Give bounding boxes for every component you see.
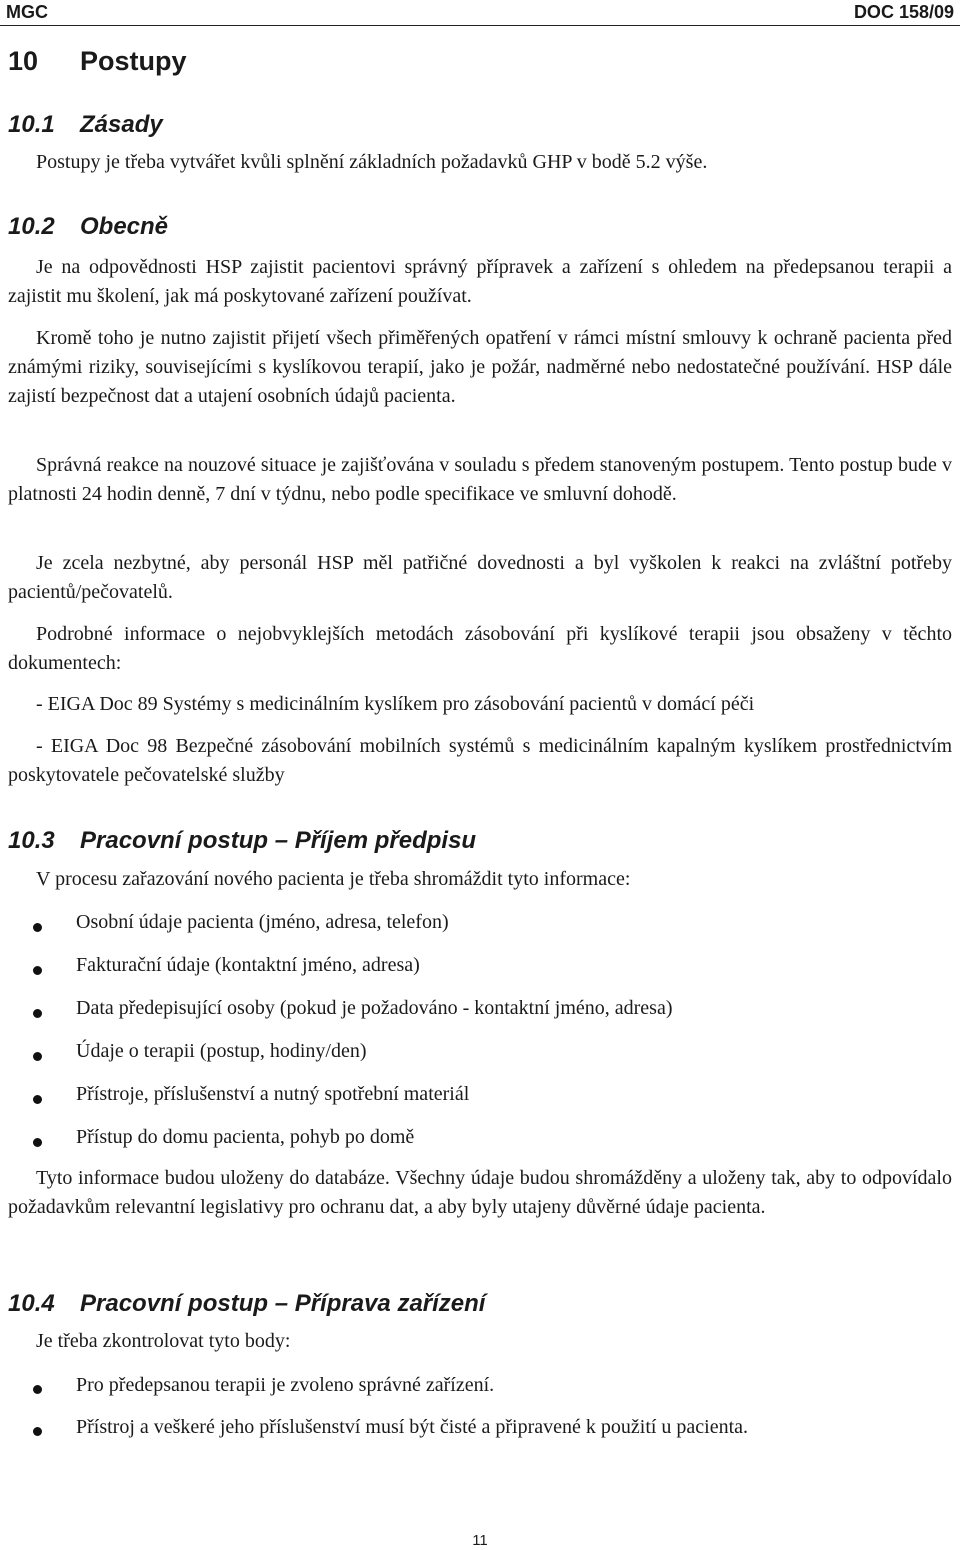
section-number: 10.2 xyxy=(8,213,55,240)
equipment-check-list xyxy=(0,1369,960,1453)
list-item xyxy=(0,906,960,949)
section-10-1-text: Postupy je třeba vytvářet kvůli splnění základních požadavků GHP v bodě 5.2 výše. xyxy=(36,151,708,173)
paragraph-emergency: Správná reakce na nouzové situace je zajišťována v souladu s předem stanoveným postupem. Tento postup bude v platnosti 24 hodin denně, 7 dní v týdnu, nebo podle specifikace ve smluvní dohodě. xyxy=(8,454,952,505)
section-number: 10.1 xyxy=(8,111,55,138)
reference-eiga-89: - EIGA Doc 89 Systémy s medicinálním kyslíkem pro zásobování pacientů v domácí péči xyxy=(36,693,755,715)
list-item-text: Fakturační údaje (kontaktní jméno, adresa) xyxy=(76,954,420,976)
section-10-2-heading xyxy=(8,212,168,242)
header-right: DOC 158/09 xyxy=(853,2,954,22)
section-10-4-heading xyxy=(8,1289,485,1319)
section-10-4-intro: Je třeba zkontrolovat tyto body: xyxy=(36,1330,291,1352)
patient-information-list xyxy=(0,906,960,1164)
section-10-1-heading xyxy=(8,110,163,140)
section-title: Zásady xyxy=(80,111,163,138)
list-item xyxy=(0,992,960,1035)
section-10-3-heading xyxy=(8,826,476,856)
bullet-icon xyxy=(33,1138,42,1147)
header-left: MGC xyxy=(6,2,48,22)
list-item xyxy=(0,1369,960,1411)
section-number: 10.3 xyxy=(8,827,55,854)
bullet-icon xyxy=(33,1385,42,1394)
bullet-icon xyxy=(33,1427,42,1436)
section-title: Obecně xyxy=(80,213,169,240)
section-title: Pracovní postup – Příprava zařízení xyxy=(80,1290,486,1317)
header-rule xyxy=(0,25,960,26)
list-item-text: Přístup do domu pacienta, pohyb po domě xyxy=(76,1126,415,1148)
list-item-text: Přístroje, příslušenství a nutný spotřební materiál xyxy=(76,1083,470,1105)
list-item-text: Přístroj a veškeré jeho příslušenství musí být čisté a připravené k použití u pacienta. xyxy=(76,1416,749,1438)
paragraph-database: Tyto informace budou uloženy do databáze. Všechny údaje budou shromážděny a uloženy tak, aby to odpovídalo požadavkům relevantní legislativy pro ochranu dat, a aby byly utajeny důvěrné údaje pacienta. xyxy=(8,1167,952,1218)
bullet-icon xyxy=(33,1095,42,1104)
list-item xyxy=(0,1121,960,1164)
section-title: Pracovní postup – Příjem předpisu xyxy=(80,827,477,854)
list-item xyxy=(0,1411,960,1453)
bullet-icon xyxy=(33,966,42,975)
list-item-text: Data předepisující osoby (pokud je požadováno - kontaktní jméno, adresa) xyxy=(76,997,673,1019)
reference-eiga-98: - EIGA Doc 98 Bezpečné zásobování mobilních systémů s medicinálním kapalným kyslíkem prostřednictvím poskytovatele pečovatelské služby xyxy=(8,735,952,786)
paragraph-responsibility: Je na odpovědnosti HSP zajistit pacientovi správný přípravek a zařízení s ohledem na předepsanou terapii a zajistit mu školení, jak má poskytované zařízení používat. xyxy=(8,256,952,307)
section-number: 10.4 xyxy=(8,1290,55,1317)
page-number: 11 xyxy=(472,1532,488,1549)
bullet-icon xyxy=(33,1009,42,1018)
list-item xyxy=(0,949,960,992)
section-10-3-intro: V procesu zařazování nového pacienta je třeba shromáždit tyto informace: xyxy=(36,868,631,890)
paragraph-safety: Kromě toho je nutno zajistit přijetí všech přiměřených opatření v rámci místní smlouvy k ochraně pacienta před známými riziky, souvisejícími s kyslíkovou terapií, jako je požár, nadměrné nebo nedostatečné používání. HSP dále zajistí bezpečnost dat a utajení osobních údajů pacienta. xyxy=(8,327,952,407)
list-item-text: Pro předepsanou terapii je zvoleno správné zařízení. xyxy=(76,1374,495,1396)
chapter-title: Postupy xyxy=(80,46,187,76)
list-item-text: Údaje o terapii (postup, hodiny/den) xyxy=(76,1040,367,1062)
list-item xyxy=(0,1035,960,1078)
list-item-text: Osobní údaje pacienta (jméno, adresa, telefon) xyxy=(76,911,449,933)
chapter-number: 10 xyxy=(8,46,39,76)
list-item xyxy=(0,1078,960,1121)
bullet-icon xyxy=(33,923,42,932)
chapter-heading xyxy=(8,44,187,78)
bullet-icon xyxy=(33,1052,42,1061)
paragraph-documents: Podrobné informace o nejobvyklejších metodách zásobování při kyslíkové terapii jsou obsaženy v těchto dokumentech: xyxy=(8,623,952,674)
paragraph-staff-training: Je zcela nezbytné, aby personál HSP měl patřičné dovednosti a byl vyškolen k reakci na zvláštní potřeby pacientů/pečovatelů. xyxy=(8,552,952,603)
